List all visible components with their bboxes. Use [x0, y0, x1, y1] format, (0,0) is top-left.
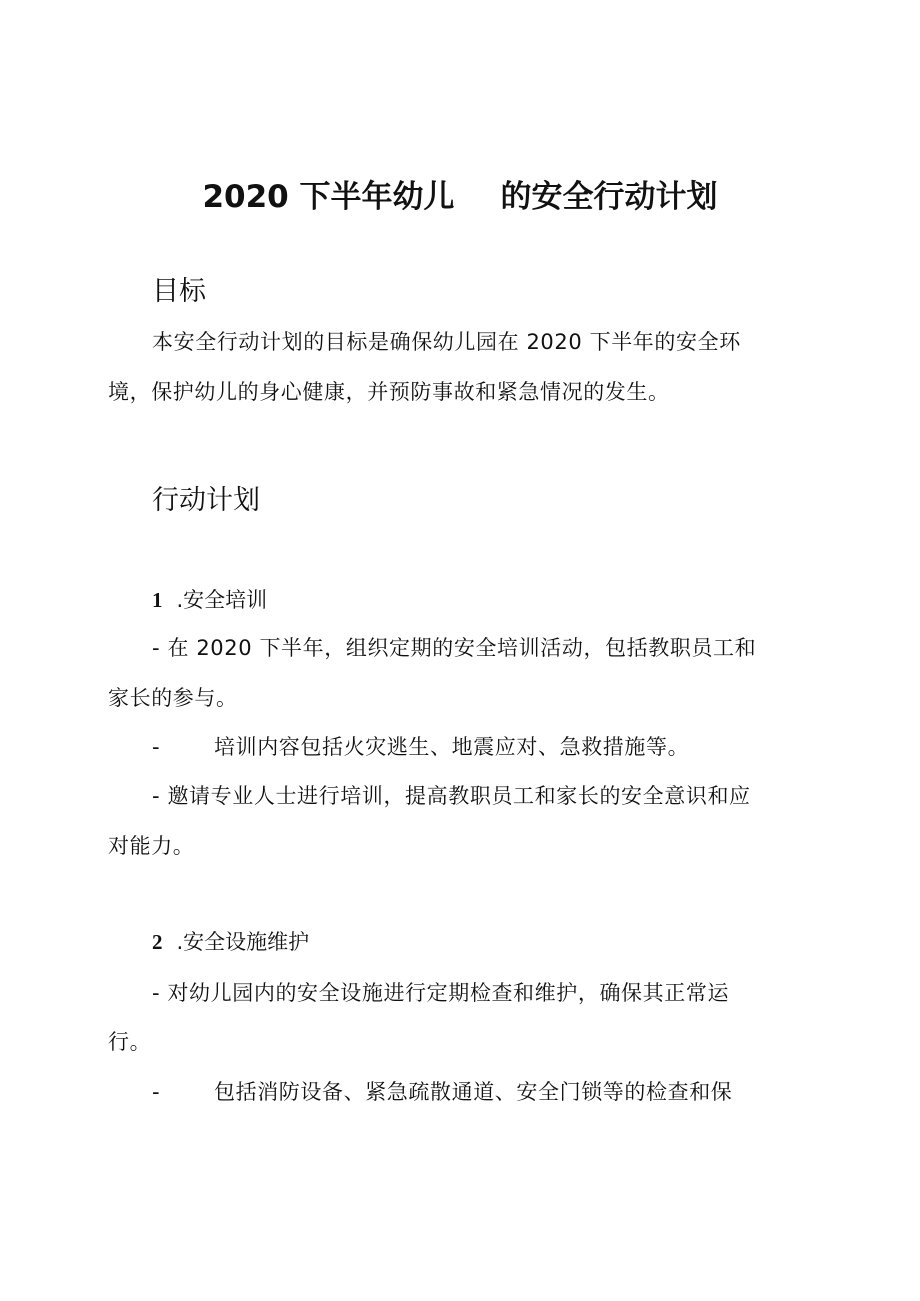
section-2-item-2	[152, 1075, 732, 1109]
section-1-item-1-line-1: - 在 2020 下半年，组织定期的安全培训活动，包括教职员工和	[152, 636, 757, 660]
goal-heading: 目标	[152, 276, 206, 307]
section-1-title: .安全培训	[176, 588, 268, 612]
section-1-item-2-dash: -	[152, 735, 161, 759]
section-2-item-1-line-2: 行。	[108, 1030, 152, 1054]
section-1-heading	[152, 583, 267, 617]
plan-heading: 行动计划	[152, 485, 260, 516]
section-1-number: 1	[152, 588, 163, 612]
section-1-item-3-line-1: - 邀请专业人士进行培训，提高教职员工和家长的安全意识和应	[152, 784, 751, 808]
section-2-title: .安全设施维护	[176, 930, 310, 954]
section-2-item-1-line-1: - 对幼儿园内的安全设施进行定期检查和维护，确保其正常运	[152, 981, 730, 1005]
title-part-1: 2020 下半年幼儿	[202, 179, 455, 215]
section-2-item-2-dash: -	[152, 1080, 161, 1104]
section-2-heading	[152, 925, 309, 959]
section-2-number: 2	[152, 930, 163, 954]
goal-paragraph-line-1: 本安全行动计划的目标是确保幼儿园在 2020 下半年的安全环	[152, 330, 741, 354]
section-1-item-3-line-2: 对能力。	[108, 834, 195, 858]
goal-paragraph-line-2: 境，保护幼儿的身心健康，并预防事故和紧急情况的发生。	[108, 380, 670, 404]
document-title	[0, 172, 920, 222]
section-1-item-2-text: 培训内容包括火灾逃生、地震应对、急救措施等。	[214, 735, 690, 759]
section-1-item-2	[152, 730, 689, 764]
section-2-item-2-text: 包括消防设备、紧急疏散通道、安全门锁等的检查和保	[214, 1080, 733, 1104]
title-part-2: 的安全行动计划	[500, 179, 718, 215]
section-1-item-1-line-2: 家长的参与。	[108, 686, 238, 710]
